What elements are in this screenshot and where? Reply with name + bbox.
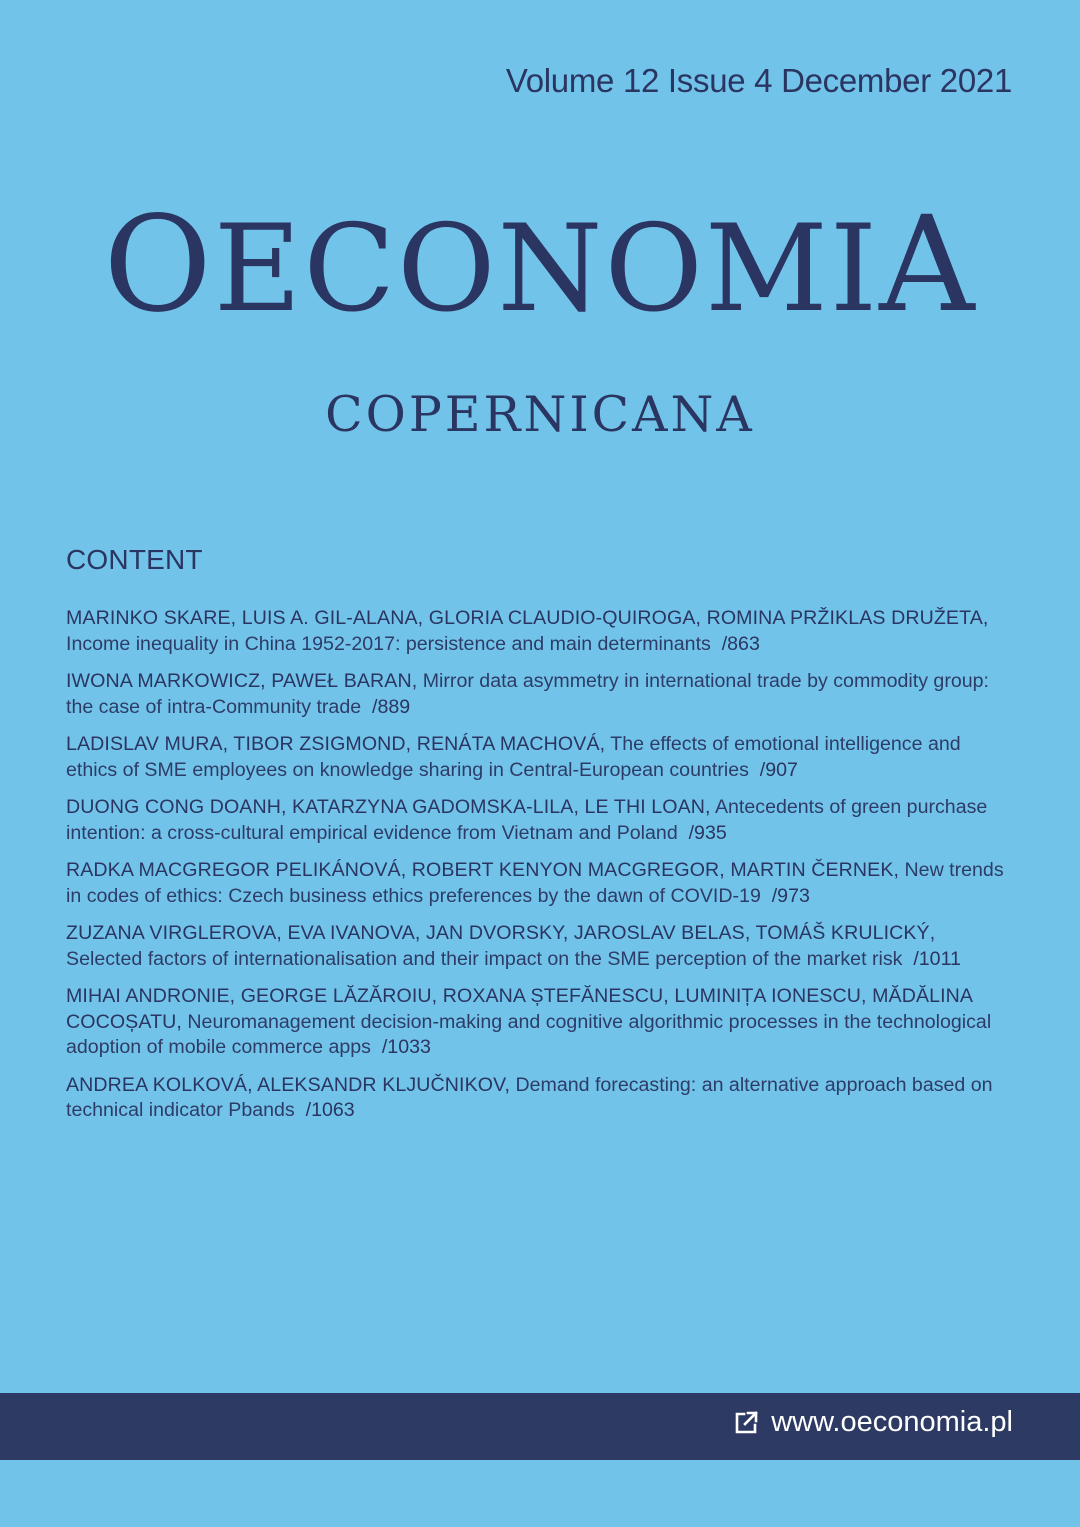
entry-title: Demand forecasting: an alternative approach based on technical indicator Pbands bbox=[66, 1073, 993, 1121]
entry-title: Income inequality in China 1952-2017: persistence and main determinants bbox=[66, 632, 711, 655]
entry-page: /907 bbox=[759, 758, 798, 781]
entry-authors: MIHAI ANDRONIE, GEORGE LĂZĂROIU, ROXANA ȘTEFĂNESCU, LUMINIȚA IONESCU, MĂDĂLINA COCOȘATU, bbox=[66, 985, 973, 1033]
entry-page: /973 bbox=[771, 884, 810, 907]
external-link-icon bbox=[733, 1410, 759, 1436]
contents-entry[interactable] bbox=[66, 858, 1016, 909]
website-link[interactable] bbox=[733, 1406, 1013, 1439]
entry-authors: RADKA MACGREGOR PELIKÁNOVÁ, ROBERT KENYON MACGREGOR, MARTIN ČERNEK, bbox=[66, 859, 900, 881]
contents-entry[interactable] bbox=[66, 1073, 1016, 1124]
entry-authors: DUONG CONG DOANH, KATARZYNA GADOMSKA-LILA, LE THI LOAN, bbox=[66, 796, 711, 818]
entry-authors: ANDREA KOLKOVÁ, ALEKSANDR KLJUČNIKOV, bbox=[66, 1073, 510, 1096]
entry-title: The effects of emotional intelligence and ethics of SME employees on knowledge sharing in Central-European countries bbox=[66, 733, 961, 781]
contents-list bbox=[66, 606, 1016, 1136]
entry-title: Antecedents of green purchase intention: a cross-cultural empirical evidence from Vietnam and Poland bbox=[66, 796, 988, 844]
entry-authors: LADISLAV MURA, TIBOR ZSIGMOND, RENÁTA MACHOVÁ, bbox=[66, 733, 606, 755]
entry-page: /1063 bbox=[305, 1099, 355, 1121]
contents-entry[interactable] bbox=[66, 669, 1016, 720]
entry-title: Selected factors of internationalisation and their impact on the SME perception of the market risk bbox=[66, 947, 903, 970]
entry-page: /863 bbox=[721, 632, 760, 655]
journal-title-initial: O bbox=[103, 188, 214, 342]
entry-page: /1011 bbox=[913, 947, 961, 970]
journal-title-final: A bbox=[879, 188, 977, 342]
entry-title: Neuromanagement decision-making and cognitive algorithmic processes in the technological adoption of mobile commerce apps bbox=[66, 1010, 992, 1058]
contents-entry[interactable] bbox=[66, 795, 1016, 846]
journal-title-middle: ECONOMI bbox=[213, 200, 880, 339]
entry-authors: MARINKO SKARE, LUIS A. GIL-ALANA, GLORIA CLAUDIO-QUIROGA, ROMINA PRŽIKLAS DRUŽETA, bbox=[66, 607, 989, 629]
journal-title-line-1 bbox=[0, 188, 1080, 342]
contents-entry[interactable] bbox=[66, 732, 1016, 783]
entry-authors: IWONA MARKOWICZ, PAWEŁ BARAN, bbox=[66, 670, 418, 692]
entry-authors: ZUZANA VIRGLEROVA, EVA IVANOVA, JAN DVORSKY, JAROSLAV BELAS, TOMÁŠ KRULICKÝ, bbox=[66, 922, 936, 944]
entry-page: /935 bbox=[688, 821, 727, 844]
website-url: www.oeconomia.pl bbox=[771, 1406, 1013, 1438]
contents-entry[interactable] bbox=[66, 921, 1016, 972]
journal-title-line-2: copernicana bbox=[325, 366, 755, 448]
contents-heading: CONTENT bbox=[66, 544, 203, 575]
contents-entry[interactable] bbox=[66, 606, 1016, 657]
entry-page: /1033 bbox=[381, 1036, 431, 1058]
footer-band bbox=[0, 1393, 1080, 1460]
entry-title: Mirror data asymmetry in international trade by commodity group: the case of intra-Community trade bbox=[66, 670, 989, 718]
entry-title: New trends in codes of ethics: Czech business ethics preferences by the dawn of COVID-19 bbox=[66, 859, 1004, 907]
contents-entry[interactable] bbox=[66, 984, 1016, 1061]
issue-info: Volume 12 Issue 4 December 2021 bbox=[505, 62, 1012, 99]
entry-page: /889 bbox=[372, 695, 411, 718]
